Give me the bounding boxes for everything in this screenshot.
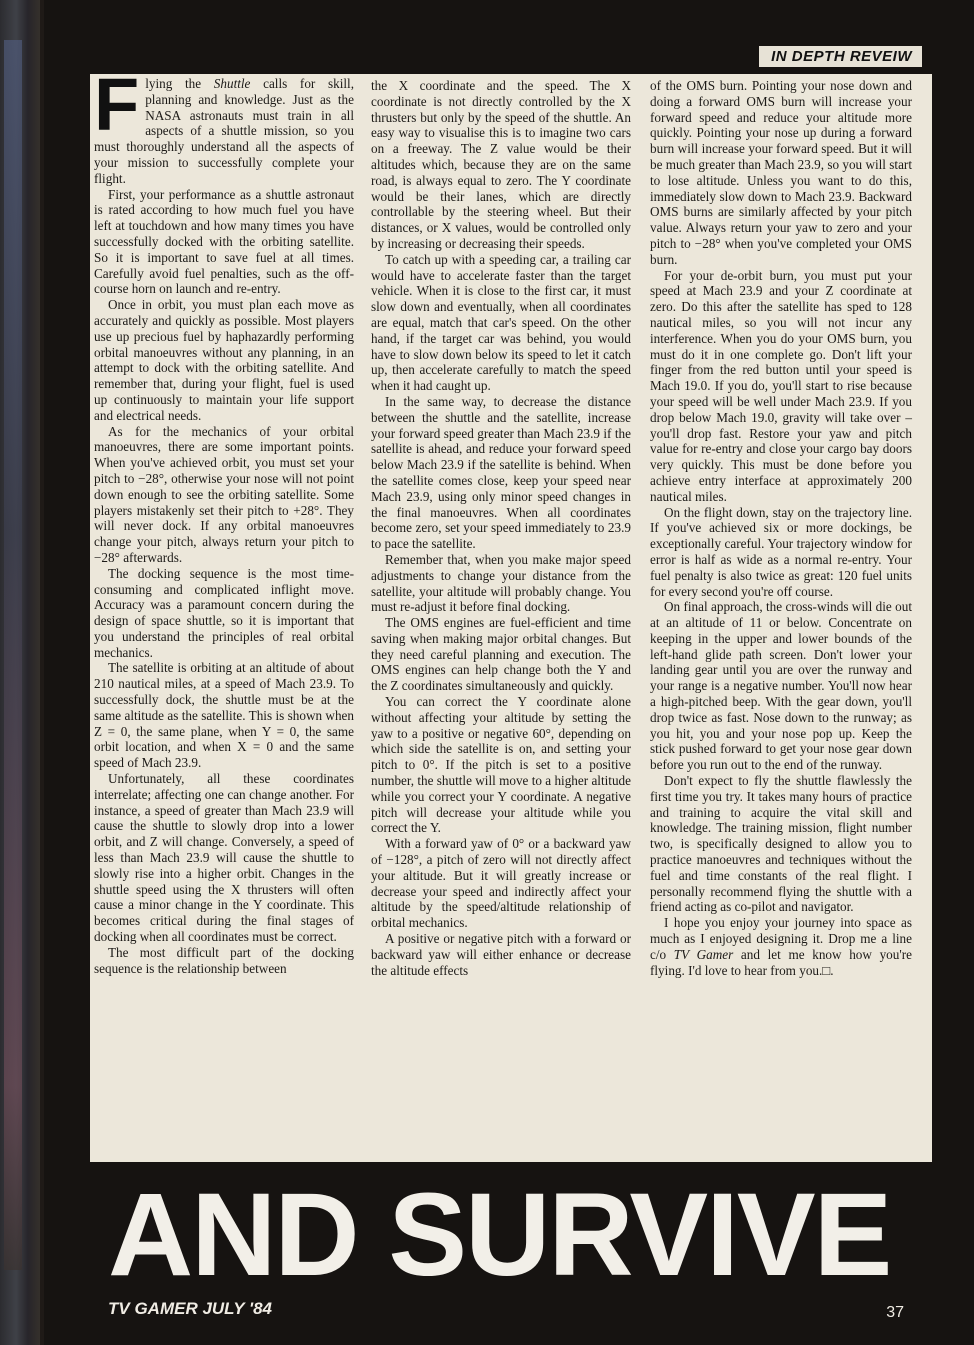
- paragraph: In the same way, to decrease the distance between the shuttle and the satellite, increase your forward speed greater than Mach 23.9 if the satellite is ahead, and reduce your forward speed below Mach 23.9 if the satellite is behind. When the satellite comes close, keep your speed near Mach 23.9, using only minor speed changes in the final manoeuvres. When all coordinates become zero, set your speed immediately to 23.9 to pace the satellite.: [371, 393, 631, 552]
- paragraph: Unfortunately, all these coordinates interrelate; affecting one can change another. For instance, a speed of greater than Mach 23.9 will cause the shuttle to slowly drop into a lower orbit, and Z will change. Conversely, a speed of less than Mach 23.9 will cause the shuttle to slowly rise into a higher orbit. Changes in the shuttle speed using the X thrusters will often cause a minor change in the Y coordinate. This becomes critical during the final stages of docking when all coordinates must be correct.: [94, 771, 354, 945]
- paragraph: Don't expect to fly the shuttle flawlessly the first time you try. It takes many hours of practice and training to acquire the vital skill and knowledge. The training mission, flight number two, is specifically designed to allow you to practice manoeuvres and techniques without the fuel and time constants of the real flight. I personally recommend flying the shuttle with a friend acting as co-pilot and navigator.: [650, 773, 912, 915]
- headline: AND SURVIVE: [108, 1169, 891, 1301]
- drop-cap: F: [94, 63, 140, 146]
- paragraph: You can correct the Y coordinate alone without affecting your altitude by setting the yaw to a positive or negative 60°, depending on which side the satellite is on, and setting your pitch to 0°. If the pitch is set to a positive number, the shuttle will move to a higher altitude while you correct your Y coordinate. A negative pitch will decrease your altitude while you correct the Y.: [371, 694, 631, 836]
- paragraph: The docking sequence is the most time-consuming and complicated inflight move. Accuracy was a paramount concern during the design of space shuttle, so it is important that you understand the principles of real orbital mechanics.: [94, 565, 354, 660]
- paragraph: To catch up with a speeding car, a trailing car would have to accelerate faster than the target vehicle. When it is close to the first car, it must slow down and eventually, when all coordinates are equal, match that car's speed. On the other hand, if the target car was behind, you would have to slow down below its speed to let it catch up, then accelerate carefully to match the speed when it had caught up.: [371, 251, 631, 394]
- paragraph: The OMS engines are fuel-efficient and time saving when making major orbital changes. But they need careful planning and execution. The OMS engines can help change both the Y and the Z coordinates simultaneously and quickly.: [371, 615, 631, 694]
- paragraph: I hope you enjoy your journey into space as much as I enjoyed designing it. Drop me a line c/o TV Gamer and let me know how you're flying. I'd love to hear from you.□.: [650, 915, 912, 978]
- paragraph: the X coordinate and the speed. The X coordinate is not directly controlled by the X thrusters but only by the speed of the shuttle. An easy way to visualise this is to imagine two cars on a freeway. The Z value would be their altitudes which, because they are on the same road, is always equal to zero. The Y coordinate would be their lanes, which are directly controllable by the steering wheel. But their distances, or X values, would be controlled only by increasing or decreasing their speeds.: [371, 78, 631, 251]
- issue-footer: TV GAMER JULY '84: [108, 1299, 273, 1318]
- paragraph: Once in orbit, you must plan each move as accurately and quickly as possible. Most players use up precious fuel by haphazardly performing orbital manoeuvres without any planning, in an attempt to dock with the orbiting satellite. And remember that, during your flight, fuel is used up continuously to maintain your life support and electrical needs.: [94, 297, 354, 423]
- paragraph: A positive or negative pitch with a forward or backward yaw will either enhance or decrease the altitude effects: [371, 931, 631, 978]
- paragraph: As for the mechanics of your orbital manoeuvres, there are some important points. When you've achieved orbit, you must set your pitch to −28°, otherwise your nose will not point down enough to see the orbiting satellite. Some players mistakenly set their pitch to +28°. They will never dock. If any orbital manoeuvres change your pitch, always return your pitch to −28° afterwards.: [94, 423, 354, 565]
- paragraph: On the flight down, stay on the trajectory line. If you've achieved six or more dockings, be exceptionally careful. Your trajectory window for error is half as wide as a normal re-entry. Your fuel penalty is also twice as great: 120 fuel units for every second you're off course.: [650, 504, 912, 599]
- article-column-1: [94, 63, 354, 976]
- paragraph: of the OMS burn. Pointing your nose down and doing a forward OMS burn will increase your forward speed and reduce your altitude more quickly. Pointing your nose up during a forward burn will increase your forward speed. But it will be much greater than Mach 23.9, so you will start to lose altitude. Unless you want to do this, immediately slow down to Mach 23.9. Backward OMS burns are similarly affected by your pitch value. Always return your yaw to zero and your pitch to −28° when you've completed your OMS burn.: [650, 78, 912, 267]
- section-tag: IN DEPTH REVEIW: [759, 46, 922, 67]
- paragraph: First, your performance as a shuttle astronaut is rated according to how much fuel you have left at touchdown and how many times you have successfully docked with the orbiting satellite. So it is important to save fuel at all times. Carefully avoid fuel penalties, such as the off-course horn on launch and re-entry.: [94, 186, 354, 297]
- article-column-2: [371, 78, 631, 978]
- paragraph: On final approach, the cross-winds will die out at an altitude of 11 or below. Concentrate on keeping in the upper and lower bounds of the left-hand glide path screen. Don't lower your landing gear until you are over the runway and your range is a negative number. You'll now hear a high-pitched beep. With the gear down, you'll drop twice as fast. Nose down to the runway; as you hit, you and your nose pop up. Keep the stick pushed forward to get your nose gear down before you run out to the end of the runway.: [650, 599, 912, 773]
- paragraph: For your de-orbit burn, you must put your speed at Mach 23.9 and your Z coordinate at zero. Do this after the satellite has sped to 128 nautical miles, so you will not incur any interference. When you do your OMS burn, you must do it in one complete go. Don't lift your finger from the red button until your speed is Mach 19.0. If you do, you'll start to rise because your speed will be well under Mach 23.9. If you drop below Mach 19.0, gravity will take over – you'll drop fast. Restore your yaw and pitch value for re-entry and close your cargo bay doors very quickly. This must be done before you achieve entry interface at approximately 200 nautical miles.: [650, 267, 912, 504]
- spine-highlight: [4, 40, 22, 1270]
- paragraph-text: lying the Shuttle calls for skill, planning and knowledge. Just as the NASA astronauts must train in all aspects of a shuttle mission, so you must thoroughly understand all the aspects of your mission to successfully complete your flight.: [94, 76, 354, 186]
- paragraph: With a forward yaw of 0° or a backward yaw of −128°, a pitch of zero will not directly affect your altitude. But it will greatly increase or decrease your speed and indirectly affect your altitude by the speed/altitude relationship of orbital mechanics.: [371, 836, 631, 931]
- magazine-spine: [0, 0, 40, 1345]
- paragraph: [94, 63, 354, 187]
- article-column-3: [650, 78, 912, 978]
- page-number: 37: [886, 1304, 904, 1321]
- paragraph: The most difficult part of the docking sequence is the relationship between: [94, 944, 354, 976]
- paragraph: Remember that, when you make major speed adjustments to change your distance from the satellite, your altitude will probably change. You must re-adjust it before final docking.: [371, 551, 631, 615]
- paragraph: The satellite is orbiting at an altitude of about 210 nautical miles, at a speed of Mach 23.9. To successfully dock, the shuttle must be at the same altitude as the satellite. This is shown when Z = 0, the same plane, when Y = 0, the same orbit location, and when X = 0 and the same speed of Mach 23.9.: [94, 660, 354, 771]
